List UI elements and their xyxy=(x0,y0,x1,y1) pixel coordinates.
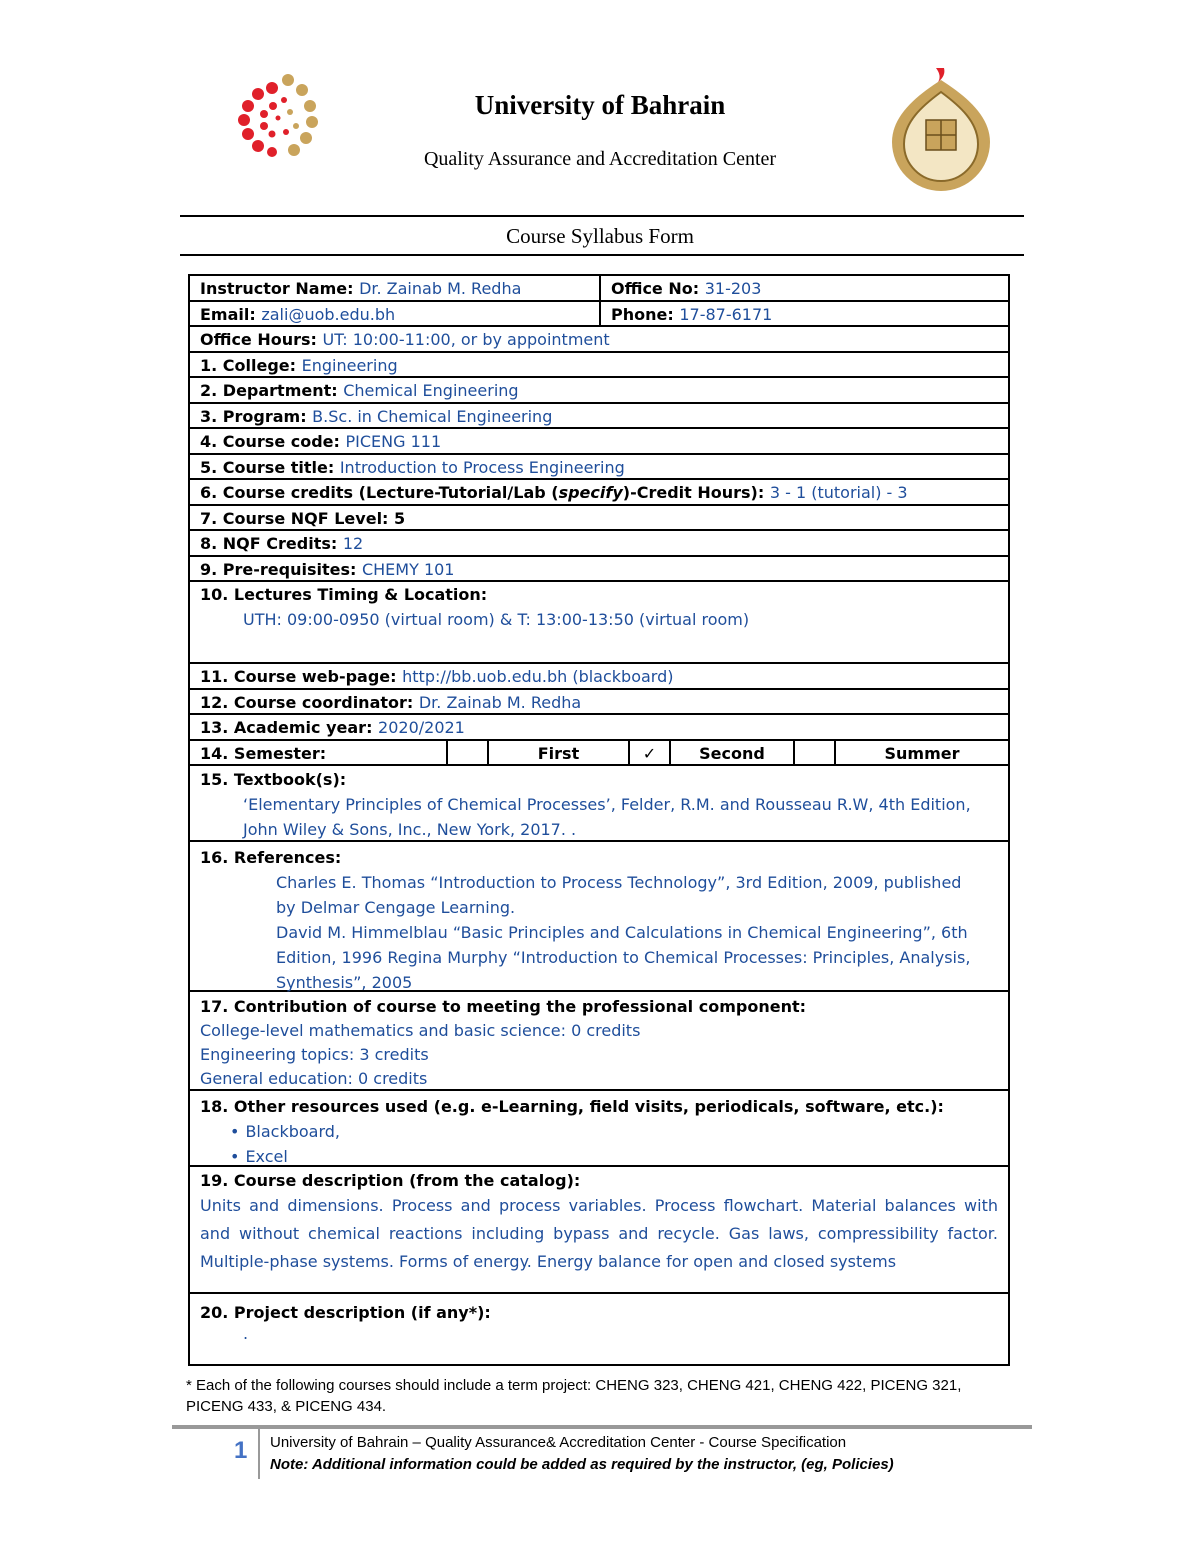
academic-year-value: 2020/2021 xyxy=(378,718,465,737)
form-title: Course Syllabus Form xyxy=(506,224,694,248)
references-label: 16. References: xyxy=(200,848,342,867)
semester-first-box[interactable] xyxy=(448,741,489,765)
course-title-value: Introduction to Process Engineering xyxy=(339,457,625,477)
semester-summer-label: Summer xyxy=(884,743,960,763)
contribution-math: College-level mathematics and basic science: 0 credits xyxy=(200,1021,641,1040)
college-row xyxy=(190,353,1008,379)
program-label: 3. Program: xyxy=(200,406,313,426)
footer-rule xyxy=(172,1425,1032,1429)
program-row xyxy=(190,404,1008,430)
office-no-value: 31-203 xyxy=(704,279,762,298)
semester-row xyxy=(190,741,1008,767)
semester-summer-box[interactable] xyxy=(795,741,836,765)
coordinator-label: 12. Course coordinator: xyxy=(200,692,419,712)
bullet-icon: • xyxy=(230,1122,240,1141)
program-value: B.Sc. in Chemical Engineering xyxy=(312,406,553,426)
office-hours-value: UT: 10:00-11:00, or by appointment xyxy=(322,330,610,349)
office-no-label: Office No: xyxy=(611,279,705,298)
nqf-level-row xyxy=(190,506,1008,532)
project-label: 20. Project description (if any*): xyxy=(200,1303,491,1322)
coordinator-value: Dr. Zainab M. Redha xyxy=(418,692,582,712)
coordinator-row xyxy=(190,690,1008,716)
course-title-label: 5. Course title: xyxy=(200,457,340,477)
phone-label: Phone: xyxy=(611,304,680,324)
syllabus-form-table xyxy=(188,274,1010,1366)
project-row xyxy=(190,1294,1008,1364)
instructor-label: Instructor Name: xyxy=(200,279,360,298)
webpage-row xyxy=(190,664,1008,690)
textbook-row xyxy=(190,766,1008,842)
academic-year-row xyxy=(190,715,1008,741)
course-description-row xyxy=(190,1167,1008,1294)
reference-line-1: Charles E. Thomas “Introduction to Process Technology”, 3rd Edition, 2009, published xyxy=(276,873,962,892)
textbook-line-1: ‘Elementary Principles of Chemical Processes’, Felder, R.M. and Rousseau R.W, 4th Edition, xyxy=(243,795,971,814)
reference-line-5: Synthesis”, 2005 xyxy=(276,973,413,992)
nqf-credits-value: 12 xyxy=(342,534,364,553)
description-line-3: Multiple-phase systems. Forms of energy. Energy balance for open and closed systems xyxy=(200,1252,897,1271)
prereq-label: 9. Pre-requisites: xyxy=(200,559,362,579)
resources-label: 18. Other resources used (e.g. e-Learning, field visits, periodicals, software, etc.): xyxy=(200,1097,944,1116)
semester-label: 14. Semester: xyxy=(190,741,448,765)
contribution-row xyxy=(190,992,1008,1091)
references-row xyxy=(190,842,1008,992)
footnote xyxy=(186,1375,1026,1417)
nqf-level-label: 7. Course NQF Level: 5 xyxy=(200,508,406,528)
footnote-line-1: * Each of the following courses should include a term project: CHENG 323, CHENG 421, CHENG 422, PICENG 321, xyxy=(186,1377,962,1394)
contribution-engineering: Engineering topics: 3 credits xyxy=(200,1045,429,1064)
prerequisites-row xyxy=(190,557,1008,583)
university-title: University of Bahrain xyxy=(474,90,726,120)
footer-note: Note: Additional information could be added as required by the instructor, (eg, Policies) xyxy=(270,1456,894,1473)
contribution-general: General education: 0 credits xyxy=(200,1069,428,1088)
contribution-label: 17. Contribution of course to meeting the professional component: xyxy=(200,997,806,1016)
resources-row xyxy=(190,1091,1008,1167)
lectures-row xyxy=(190,582,1008,664)
textbook-label: 15. Textbook(s): xyxy=(200,770,347,789)
description-label: 19. Course description (from the catalog): xyxy=(200,1171,581,1190)
college-label: 1. College: xyxy=(200,355,302,375)
credits-label-b: )-Credit Hours): xyxy=(622,483,770,502)
footnote-line-2: PICENG 433, & PICENG 434. xyxy=(186,1398,387,1415)
resource-item-blackboard: • Blackboard, xyxy=(230,1122,341,1141)
email-row xyxy=(190,302,1008,328)
phone-value: 17-87-6171 xyxy=(679,304,773,324)
office-hours-row xyxy=(190,327,1008,353)
college-value: Engineering xyxy=(301,355,398,375)
lectures-value: UTH: 09:00-0950 (virtual room) & T: 13:00-13:50 (virtual room) xyxy=(243,610,750,629)
course-code-label: 4. Course code: xyxy=(200,432,346,451)
resource-item-excel: • Excel xyxy=(230,1147,288,1166)
credits-value: 3 - 1 (tutorial) - 3 xyxy=(769,483,908,502)
description-line-2: and without chemical reactions including bypass and recycle. Gas laws, compressibility factor. xyxy=(200,1224,998,1243)
footer-text: University of Bahrain – Quality Assurance& Accreditation Center - Course Specification xyxy=(270,1434,847,1451)
semester-second-label: Second xyxy=(671,741,795,765)
semester-second-check-icon[interactable]: ✓ xyxy=(630,741,671,765)
course-code-value: PICENG 111 xyxy=(345,432,442,451)
header-rule-top xyxy=(180,215,1024,217)
bullet-icon: • xyxy=(230,1147,240,1166)
department-value: Chemical Engineering xyxy=(343,381,519,400)
course-credits-row xyxy=(190,480,1008,506)
prereq-value: CHEMY 101 xyxy=(361,559,455,579)
credits-label-italic: specify xyxy=(558,483,623,502)
description-line-1: Units and dimensions. Process and process variables. Process flowchart. Material balances with xyxy=(200,1196,998,1215)
reference-line-3: David M. Himmelblau “Basic Principles and Calculations in Chemical Engineering”, 6th xyxy=(276,923,968,942)
department-label: 2. Department: xyxy=(200,381,344,400)
page-number: 1 xyxy=(234,1437,248,1464)
textbook-line-2: John Wiley & Sons, Inc., New York, 2017. . xyxy=(243,820,577,839)
header-rule-bottom xyxy=(180,254,1024,256)
webpage-label: 11. Course web-page: xyxy=(200,667,403,686)
nqf-credits-label: 8. NQF Credits: xyxy=(200,534,343,553)
email-value[interactable]: zali@uob.edu.bh xyxy=(261,304,396,324)
office-hours-label: Office Hours: xyxy=(200,330,323,349)
lectures-label: 10. Lectures Timing & Location: xyxy=(200,585,488,604)
project-value: . xyxy=(243,1324,249,1343)
instructor-row xyxy=(190,276,1008,302)
course-code-row xyxy=(190,429,1008,455)
department-row xyxy=(190,378,1008,404)
reference-line-4: Edition, 1996 Regina Murphy “Introduction to Chemical Processes: Principles, Analysis, xyxy=(276,948,971,967)
center-title: Quality Assurance and Accreditation Center xyxy=(423,148,777,170)
footer-divider xyxy=(258,1429,260,1479)
instructor-value: Dr. Zainab M. Redha xyxy=(359,279,522,298)
nqf-credits-row xyxy=(190,531,1008,557)
webpage-link[interactable]: http://bb.uob.edu.bh (blackboard) xyxy=(402,667,674,686)
academic-year-label: 13. Academic year: xyxy=(200,718,379,737)
university-seal-logo xyxy=(886,66,996,192)
semester-first-label: First xyxy=(489,741,630,765)
course-title-row xyxy=(190,455,1008,481)
email-label: Email: xyxy=(200,304,262,324)
reference-line-2: by Delmar Cengage Learning. xyxy=(276,898,516,917)
credits-label-a: 6. Course credits (Lecture-Tutorial/Lab ( xyxy=(200,483,559,502)
